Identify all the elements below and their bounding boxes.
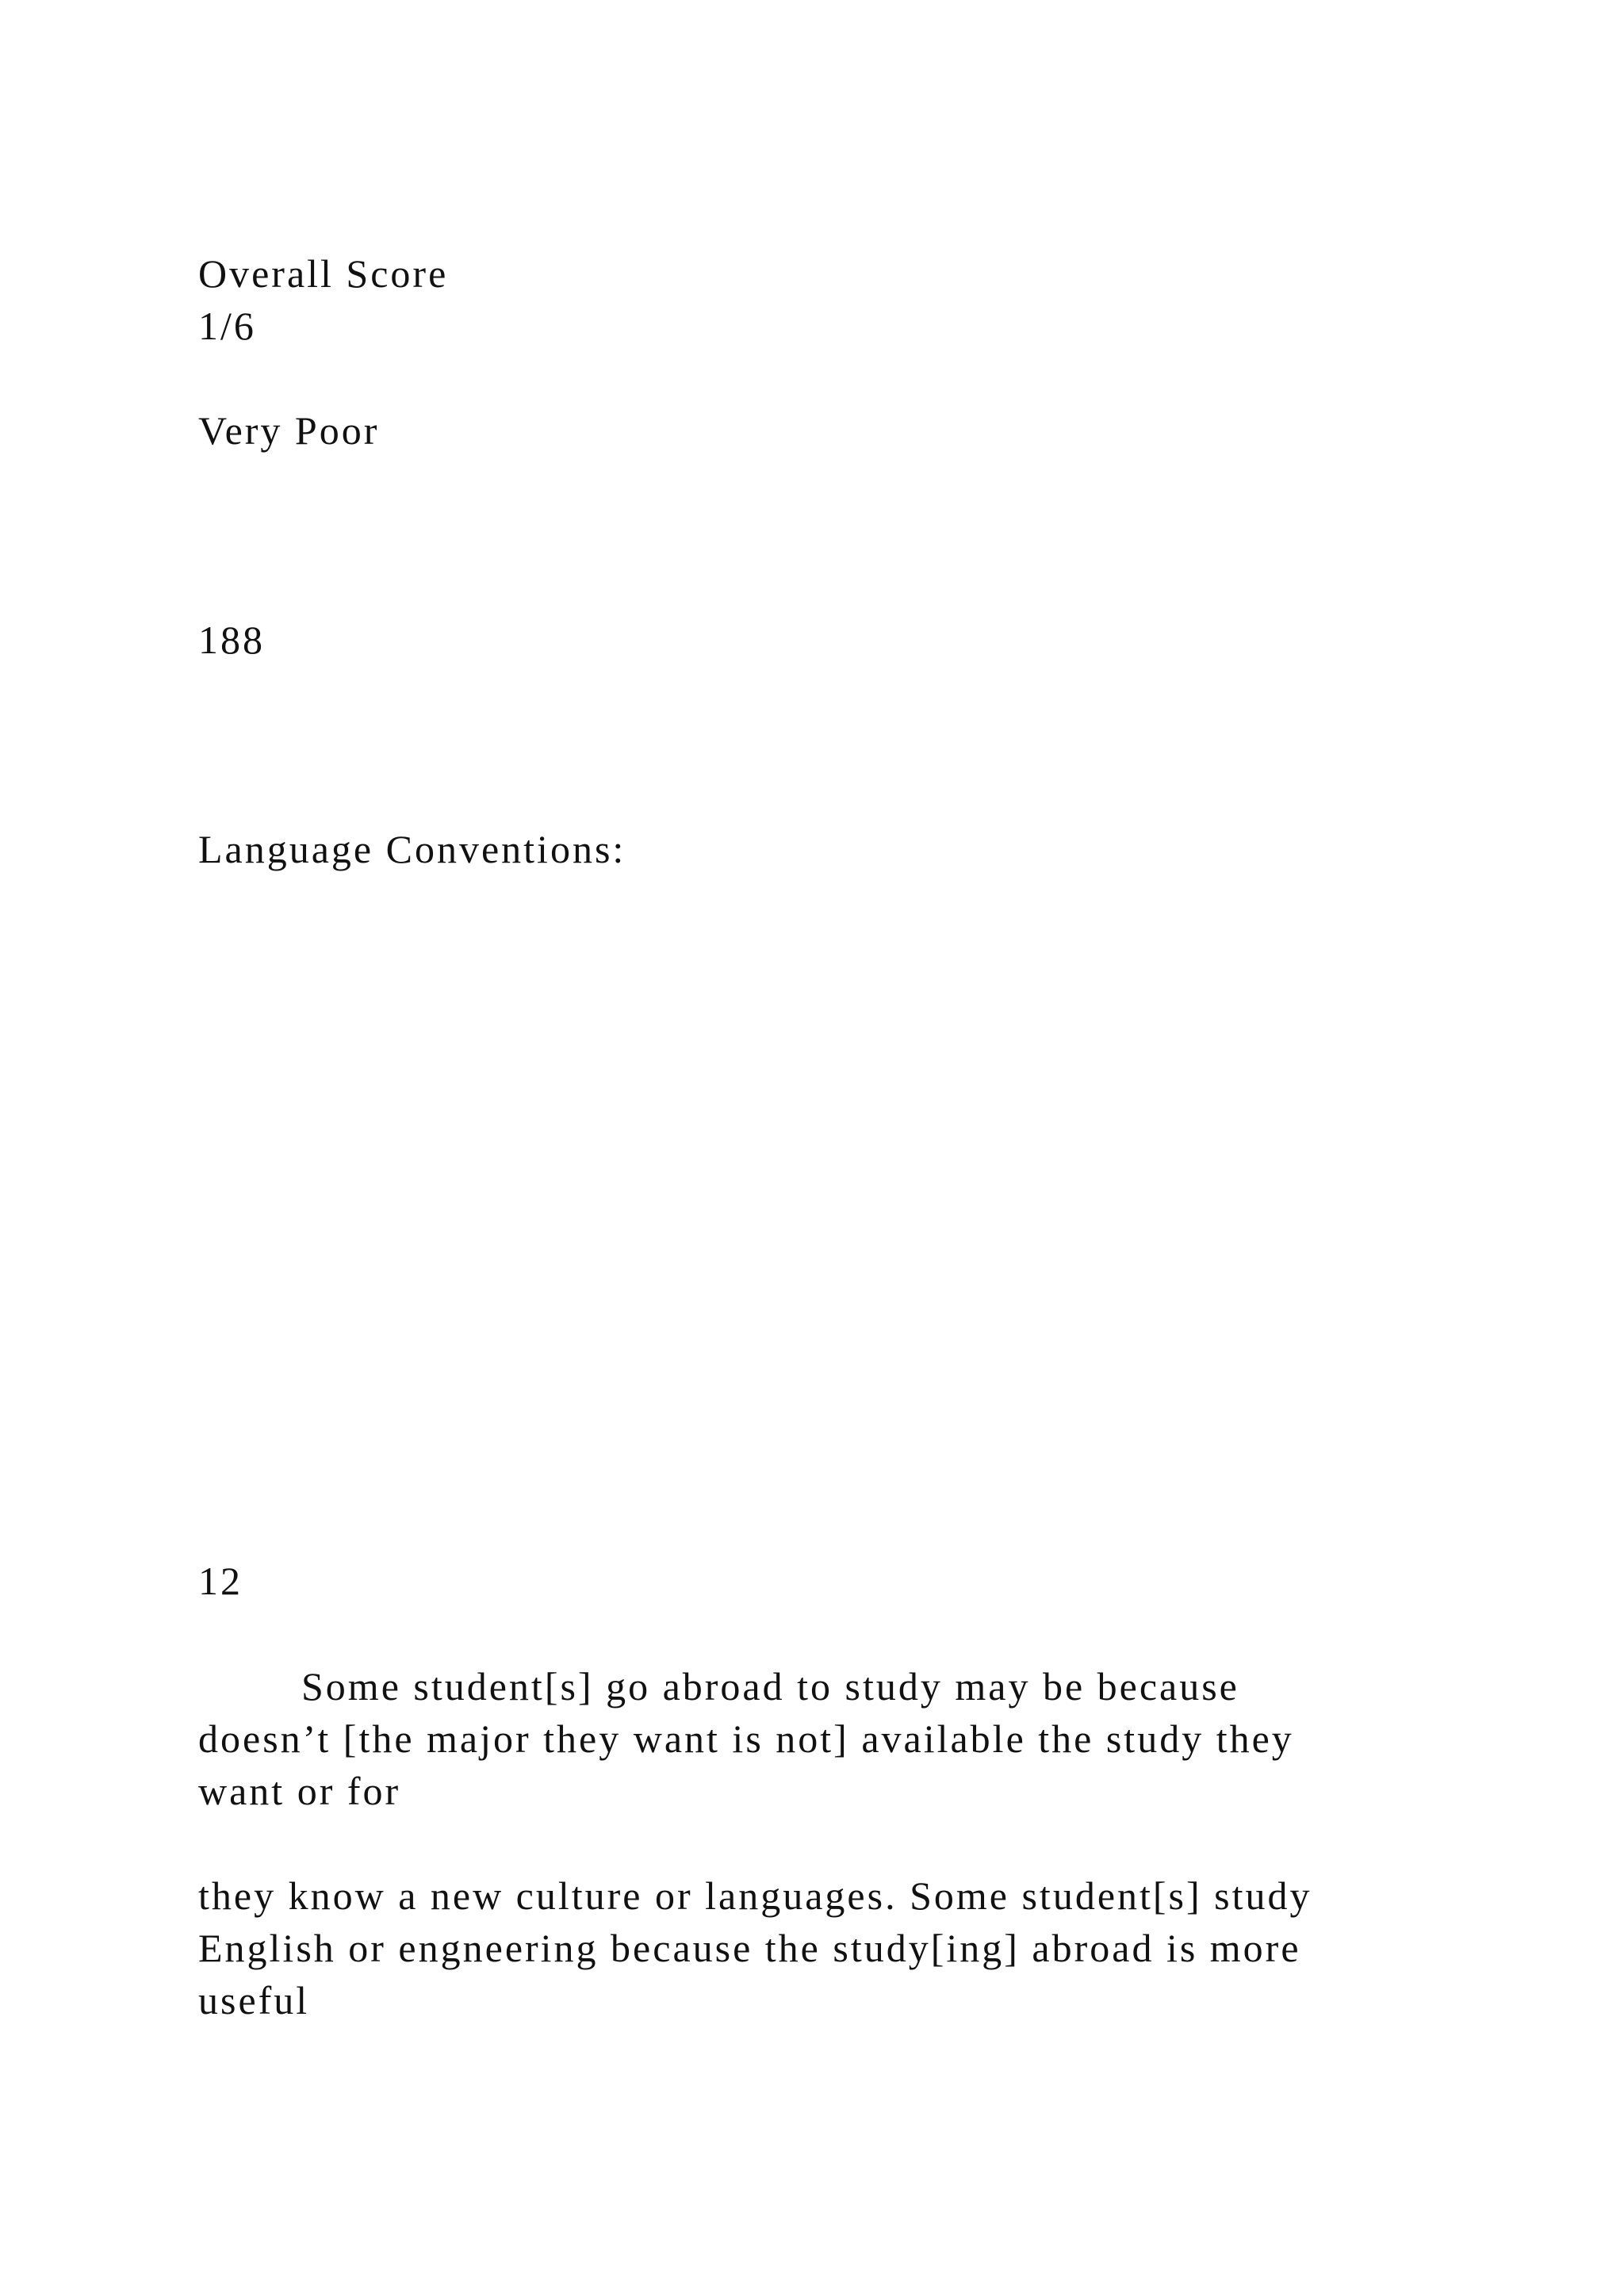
rating-text: Very Poor	[198, 408, 380, 453]
paragraph-1-line-3: want or for	[198, 1769, 401, 1813]
paragraph-2-line-1: they know a new culture or languages. Some student[s] study	[198, 1873, 1312, 1918]
paragraph-1	[198, 1660, 1435, 1817]
score-value: 1/6	[198, 304, 256, 348]
section-label: Language Conventions:	[198, 827, 626, 871]
paragraph-2	[198, 1869, 1435, 2026]
overall-score-label: Overall Score	[198, 251, 449, 296]
paragraph-2-line-2: English or engneering because the study[ing] abroad is more	[198, 1926, 1301, 1970]
number-12: 12	[198, 1559, 243, 1603]
number-188: 188	[198, 618, 265, 662]
paragraph-1-line-2: doesn’t [the major they want is not] available the study they	[198, 1716, 1294, 1761]
paragraph-2-line-3: useful	[198, 1978, 310, 2022]
paragraph-1-line-1: Some student[s] go abroad to study may be because	[301, 1664, 1239, 1709]
